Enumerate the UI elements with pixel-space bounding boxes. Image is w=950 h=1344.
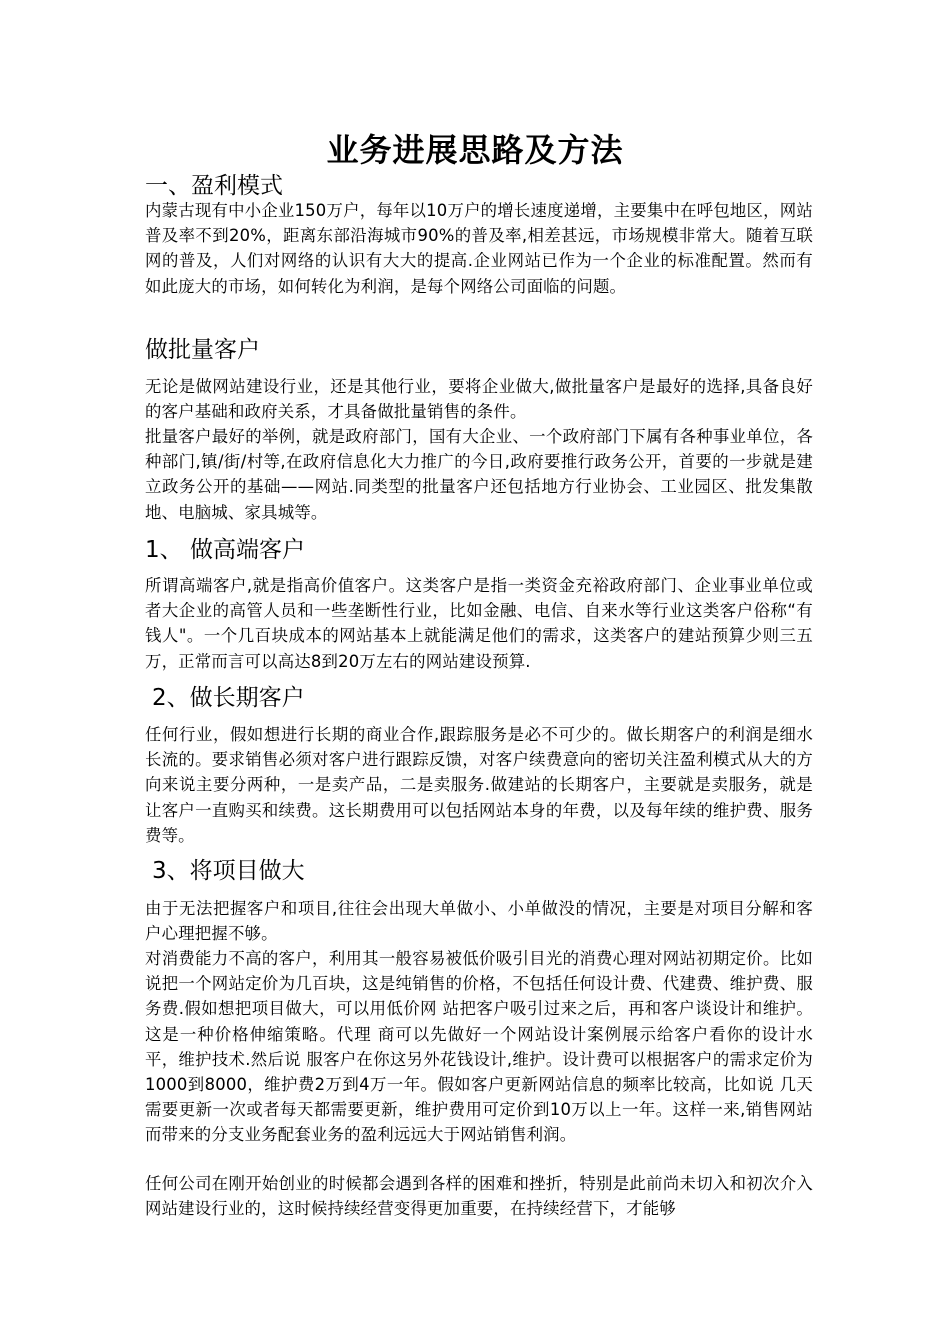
paragraph-bulk-customers-2: 批量客户最好的举例，就是政府部门，国有大企业、一个政府部门下属有各种事业单位，各种部门,镇/街/村等,在政府信息化大力推广的今日,政府要推行政务公开，首要的一步就是建立政务公开的基础——网站.同类型的批量客户还包括地方行业协会、工业园区、批发集散地、电脑城、家具城等。: [145, 427, 813, 522]
document-title: 业务进展思路及方法: [326, 131, 624, 169]
paragraph-grow-projects-2: 对消费能力不高的客户，利用其一般容易被低价吸引目光的消费心理对网站初期定价。比如说把一个网站定价为几百块，这是纯销售的价格，不包括任何设计费、代建费、维护费、服务费.假如想把项目做大，可以用低价网 站把客户吸引过来之后，再和客户谈设计和维护。这是一种价格伸缩策略。代理 商可以先做好一个网站设计案例展示给客户看你的设计水平，维护技术.然后说 服客户在你这另外花钱设计,维护。设计费可以根据客户的需求定价为1000到8000，维护费2万到4万一年。假如客户更新网站信息的频率比较高，比如说 几天需要更新一次或者每天都需要更新，维护费用可定价到10万以上一年。这样一来,销售网站而带来的分支业务配套业务的盈利远远大于网站销售利润。: [145, 949, 813, 1145]
paragraph-grow-projects-1: 由于无法把握客户和项目,往往会出现大单做小、小单做没的情况，主要是对项目分解和客户心理把握不够。: [145, 899, 813, 944]
section-heading-grow-projects: 3、将项目做大: [152, 858, 305, 884]
paragraph-grow-projects-3: 任何公司在刚开始创业的时候都会遇到各样的困难和挫折，特别是此前尚未切入和初次介入网站建设行业的，这时候持续经营变得更加重要，在持续经营下，才能够: [145, 1174, 813, 1219]
section-heading-high-end-customers: 1、 做高端客户: [145, 537, 305, 563]
section-heading-long-term-customers: 2、做长期客户: [152, 685, 305, 711]
paragraph-profit-model: 内蒙古现有中小企业150万户，每年以10万户的增长速度递增，主要集中在呼包地区，网站普及率不到20%，距离东部沿海城市90%的普及率,相差甚远，市场规模非常大。随着互联网的普及，人们对网络的认识有大大的提高.企业网站已作为一个企业的标准配置。然而有如此庞大的市场，如何转化为利润，是每个网络公司面临的问题。: [145, 201, 813, 296]
paragraph-high-end-customers: 所谓高端客户,就是指高价值客户。这类客户是指一类资金充裕政府部门、企业事业单位或者大企业的高管人员和一些垄断性行业，比如金融、电信、自来水等行业这类客户俗称“有钱人"。一个几百块成本的网站基本上就能满足他们的需求，这类客户的建站预算少则三五万，正常而言可以高达8到20万左右的网站建设预算.: [145, 576, 813, 671]
paragraph-long-term-customers: 任何行业，假如想进行长期的商业合作,跟踪服务是必不可少的。做长期客户的利润是细水长流的。要求销售必须对客户进行跟踪反馈，对客户续费意向的密切关注盈利模式从大的方向来说主要分两种，一是卖产品，二是卖服务.做建站的长期客户，主要就是卖服务，就是让客户一直购买和续费。这长期费用可以包括网站本身的年费，以及每年续的维护费、服务费等。: [145, 725, 813, 845]
section-heading-bulk-customers: 做批量客户: [145, 337, 260, 363]
section-heading-profit-model: 一、盈利模式: [145, 173, 283, 199]
paragraph-bulk-customers-1: 无论是做网站建设行业，还是其他行业，要将企业做大,做批量客户是最好的选择,具备良好的客户基础和政府关系，才具备做批量销售的条件。: [145, 377, 813, 422]
